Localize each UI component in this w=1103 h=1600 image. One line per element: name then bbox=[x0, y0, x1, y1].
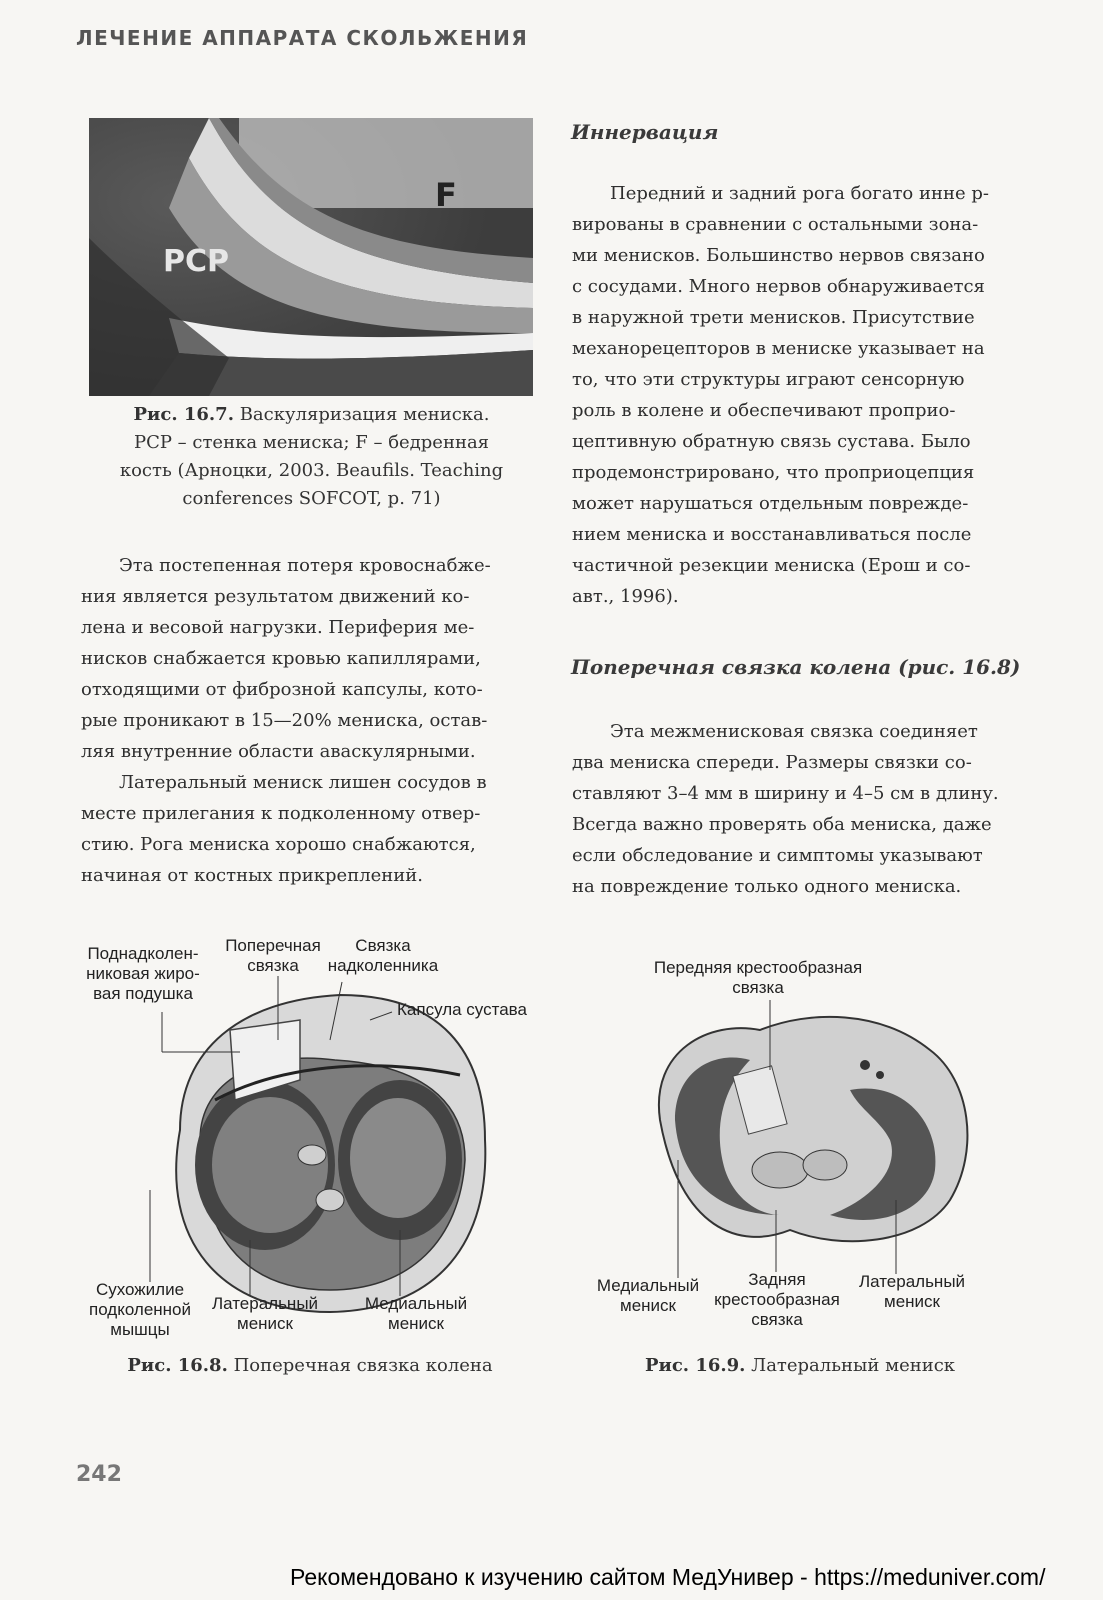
label-joint-capsule: Капсула сустава bbox=[397, 1000, 527, 1019]
innervation-text: Передний и задний рога богато инне р- вированы в сравнении с остальными зона- ми менисков. Большинство нервов связано с сосудами. Много нервов обнаруживается в наружной трети менисков. Присутствие механорецепторов в мениске указывает на то, что эти структуры играют сенсорную роль в колене и обеспечивают проприо- цептивную обратную связь сустава. Было продемонстрировано, что проприоцепция может нарушаться отдельным поврежде- нием мениска и восстанавливаться после частичной резекции мениска (Ерош и со- авт., 1996). bbox=[572, 183, 989, 607]
caption-line: conferences SOFCOT, p. 71) bbox=[182, 488, 441, 509]
label-popliteus-tendon: Сухожилие подколенной мышцы bbox=[88, 1280, 192, 1339]
label-transverse-ligament: Поперечная связка bbox=[225, 936, 321, 975]
section-title-transverse-ligament: Поперечная связка колена (рис. 16.8) bbox=[571, 655, 1021, 679]
caption-line: PCP – стенка мениска; F – бедренная bbox=[133, 432, 490, 453]
label-fat-pad: Поднадколен- никовая жиро- вая подушка bbox=[86, 944, 200, 1003]
label-lateral-meniscus-16-9: Латеральный мениск bbox=[858, 1272, 966, 1311]
label-medial-meniscus-16-9: Медиальный мениск bbox=[596, 1276, 700, 1315]
label-lateral-meniscus-16-8: Латеральный мениск bbox=[211, 1294, 319, 1333]
f-label: F bbox=[435, 176, 457, 214]
running-head: ЛЕЧЕНИЕ АППАРАТА СКОЛЬЖЕНИЯ bbox=[76, 26, 529, 50]
label-medial-meniscus-16-8: Медиальный мениск bbox=[364, 1294, 468, 1333]
page-number: 242 bbox=[76, 1462, 122, 1487]
label-acl: Передняя крестообразная связка bbox=[653, 958, 863, 997]
label-pcl: Задняя крестообразная связка bbox=[714, 1270, 840, 1329]
paragraph: Эта постепенная потеря кровоснабже- ния является результатом движений ко- лена и весовой нагрузки. Периферия ме- нисков снабжается кровью капиллярами, отходящими от фиброзной капсулы, кото- рые проникают в 15—20% мениска, остав- ляя внутренние области аваскулярными. bbox=[81, 555, 491, 762]
footer-recommendation: Рекомендовано к изучению сайтом МедУнивер - https://meduniver.com/ bbox=[290, 1564, 1046, 1590]
figure-16-8-caption: Рис. 16.8. Поперечная связка колена bbox=[127, 1355, 493, 1376]
caption-line: кость (Арноцки, 2003. Beaufils. Teaching bbox=[119, 460, 504, 481]
pcp-label: PCP bbox=[163, 244, 229, 279]
caption-line: Рис. 16.7. Васкуляризация мениска. bbox=[133, 404, 490, 425]
figure-16-9-caption: Рис. 16.9. Латеральный мениск bbox=[644, 1355, 956, 1376]
section-title-innervation: Иннервация bbox=[571, 120, 719, 144]
paragraph: Латеральный мениск лишен сосудов в месте прилегания к подколенному отвер- стию. Рога мениска хорошо снабжаются, начиная от костных прикреплений. bbox=[81, 772, 487, 886]
transverse-ligament-text: Эта межменисковая связка соединяет два мениска спереди. Размеры связки со- ставляют 3–4 мм в ширину и 4–5 см в длину. Всегда важно проверять оба мениска, даже если обследование и симптомы указывают на повреждение только одного мениска. bbox=[572, 721, 999, 897]
label-patellar-ligament: Связка надколенника bbox=[327, 936, 439, 975]
